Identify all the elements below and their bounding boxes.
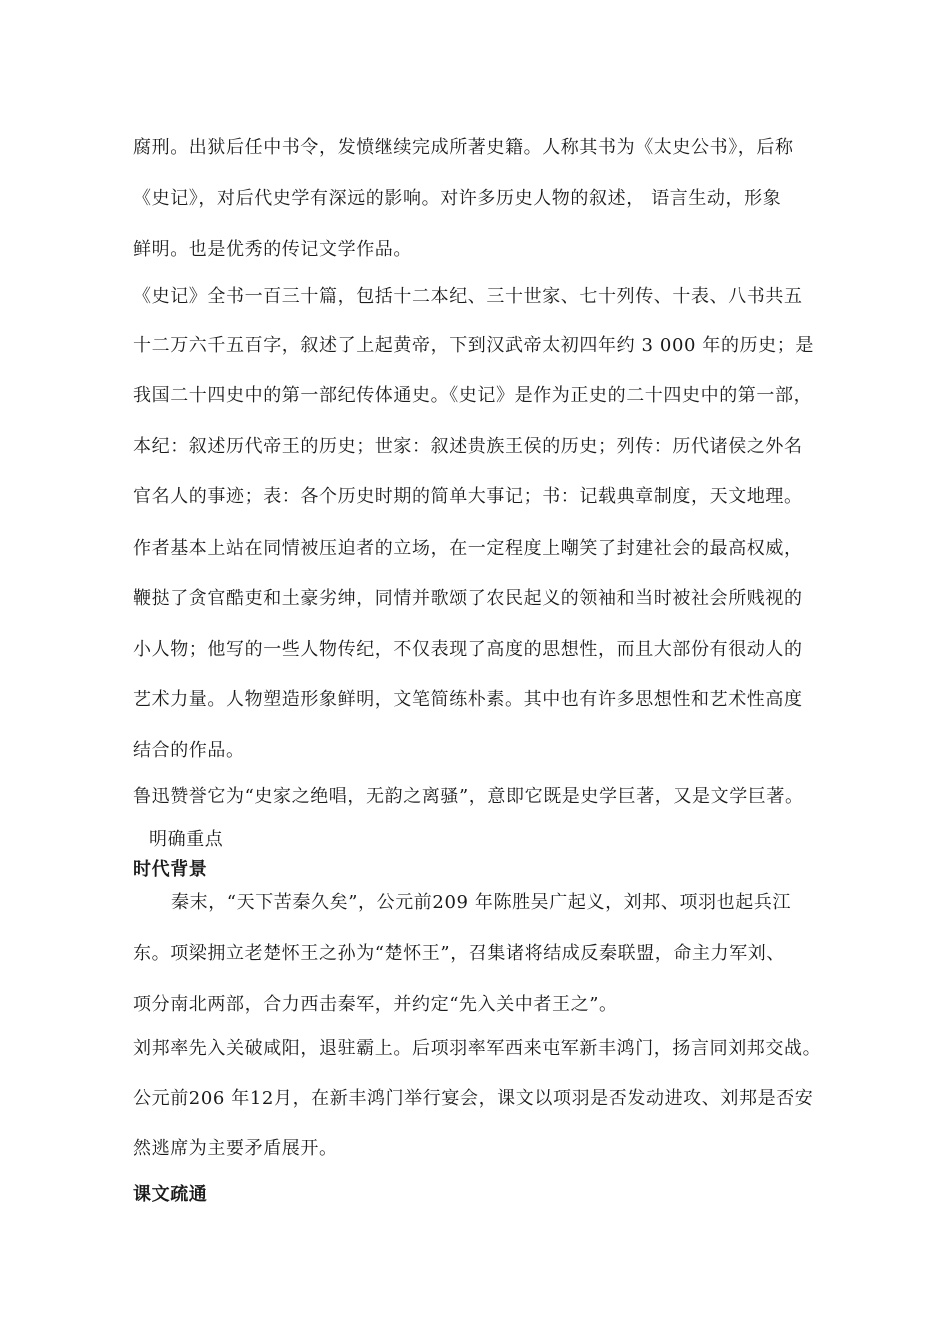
shiji-line-8: 小人物；他写的一些人物传纪，不仅表现了高度的思想性，而且大部份有很动人的 [133,639,803,660]
section-heading-text: 课文疏通 [133,1184,208,1205]
background-line-6: 然逃席为主要矛盾展开。 [133,1138,338,1159]
shiji-line-4: 本纪：叙述历代帝王的历史；世家：叙述贵族王侯的历史；列传：历代诸侯之外名 [133,436,803,457]
shiji-line-5: 官名人的事迹；表：各个历史时期的简单大事记；书：记载典章制度，天文地理。 [133,486,803,507]
shiji-line-3: 我国二十四史中的第一部纪传体通史。《史记》是作为正史的二十四史中的第一部， [133,385,813,406]
background-line-3: 项分南北两部，合力西击秦军，并约定“先入关中者王之”。 [133,994,618,1015]
intro-line-3: 鲜明。也是优秀的传记文学作品。 [133,239,412,260]
background-line-4: 刘邦率先入关破咸阳，退驻霸上。后项羽率军西来屯军新丰鸿门，扬言同刘邦交战。 [133,1038,822,1059]
shiji-line-9: 艺术力量。人物塑造形象鲜明，文笔简练朴素。其中也有许多思想性和艺术性高度 [133,689,803,710]
focus-label: 明确重点 [149,829,224,850]
background-line-1: 秦末，“天下苦秦久矣”，公元前209 年陈胜吴广起义，刘邦、项羽也起兵江 [171,892,792,913]
shiji-line-11: 鲁迅赞誉它为“史家之绝唱，无韵之离骚”，意即它既是史学巨著，又是文学巨著。 [133,786,804,807]
section-heading-background: 时代背景 [133,859,208,880]
shiji-line-7: 鞭挞了贪官酷吏和土豪劣绅，同情并歌颂了农民起义的领袖和当时被社会所贱视的 [133,588,803,609]
background-line-2: 东。项梁拥立老楚怀王之孙为“楚怀王”，召集诸将结成反秦联盟，命主力军刘、 [133,943,786,964]
background-line-5: 公元前206 年12月，在新丰鸿门举行宴会，课文以项羽是否发动进攻、刘邦是否安 [133,1088,814,1109]
intro-line-2: 《史记》，对后代史学有深远的影响。对许多历史人物的叙述， 语言生动，形象 [133,188,782,209]
shiji-line-6: 作者基本上站在同情被压迫者的立场，在一定程度上嘲笑了封建社会的最高权威， [133,538,803,559]
shiji-line-10: 结合的作品。 [133,740,245,761]
shiji-line-2: 十二万六千五百字，叙述了上起黄帝，下到汉武帝太初四年约 3 000 年的历史；是 [133,335,814,356]
shiji-line-1: 《史记》全书一百三十篇，包括十二本纪、三十世家、七十列传、十表、八书共五 [133,286,803,307]
intro-line-1: 腐刑。出狱后任中书令，发愤继续完成所著史籍。人称其书为《太史公书》，后称 [133,137,794,158]
